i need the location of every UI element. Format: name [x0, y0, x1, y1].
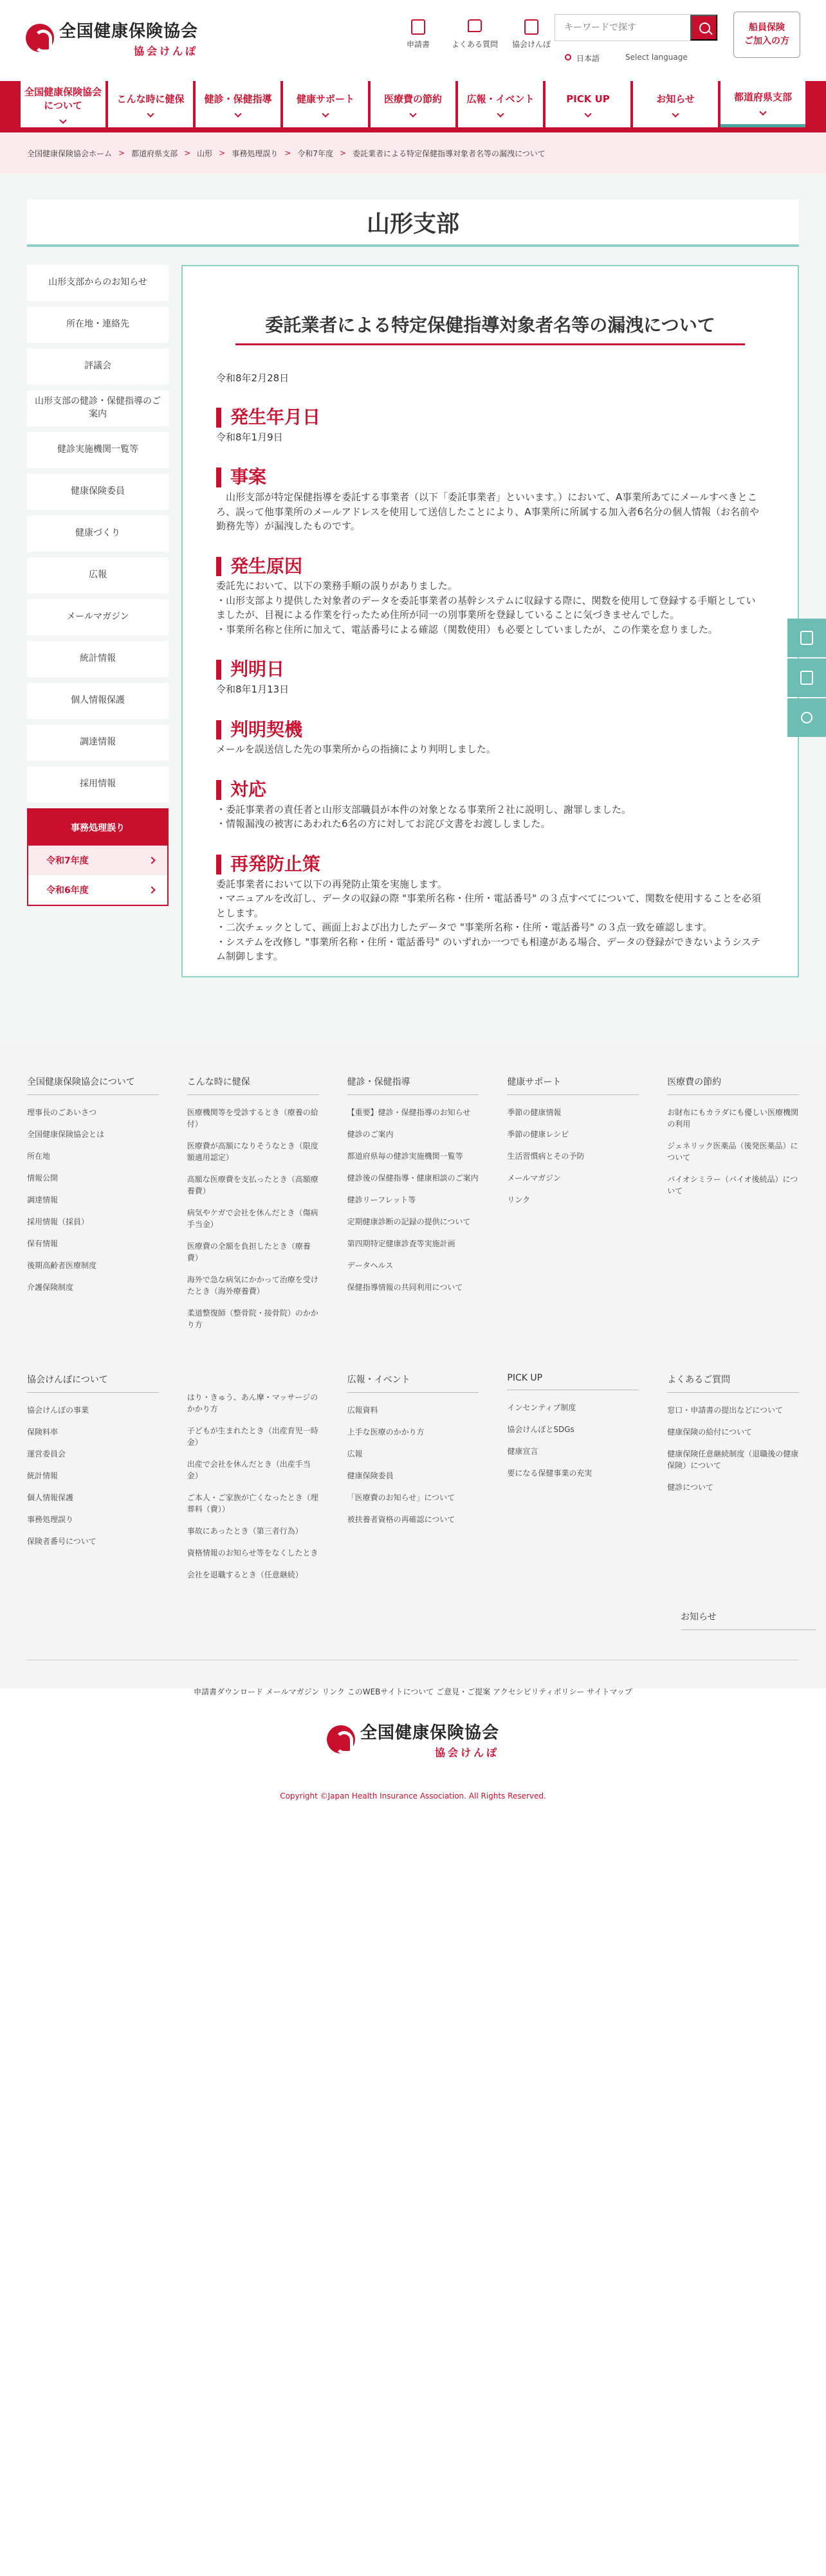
footer-link[interactable]: お財布にもカラダにも優しい医療機関の利用	[667, 1108, 799, 1129]
section-heading: 発生年月日	[216, 408, 764, 428]
footer-column	[187, 1075, 319, 1341]
footer-link[interactable]: 資格情報のお知らせ等をなくしたとき	[187, 1548, 318, 1557]
section-text: ・システムを改修し "事業所名称・住所・電話番号" のいずれか一つでも相違がある場合、データの登録ができないようシステム制御します。	[216, 936, 761, 963]
footer-link[interactable]: 事務処理誤り	[27, 1515, 74, 1524]
nav-situations[interactable]: こんな時に健保	[108, 81, 193, 127]
sidebar-item-committee[interactable]: 健康保険委員	[27, 474, 169, 510]
footer-link[interactable]: 医療費の全額を負担したとき（療養費）	[187, 1242, 311, 1262]
footer-link[interactable]: 協会けんぽの事業	[27, 1406, 89, 1415]
chevron-down-icon	[672, 110, 679, 117]
section-heading: 対応	[216, 780, 764, 800]
sidebar-item-recruit[interactable]: 採用情報	[27, 766, 169, 803]
footer-heading[interactable]: 健康サポート	[507, 1075, 639, 1095]
site-logo[interactable]	[26, 18, 198, 58]
chevron-down-icon	[59, 116, 66, 123]
breadcrumb-home[interactable]: 全国健康保険協会ホーム	[27, 149, 113, 158]
sidebar-item-stats[interactable]: 統計情報	[27, 641, 169, 677]
footer-heading[interactable]: よくあるご質問	[667, 1373, 799, 1393]
article-title: 委託業者による特定保健指導対象者名等の漏洩について	[235, 311, 745, 345]
footer-heading[interactable]: お知らせ	[681, 1610, 816, 1630]
chevron-down-icon	[584, 110, 591, 117]
footer-link[interactable]: 都道府県毎の健診実施機関一覧等	[347, 1152, 463, 1161]
chevron-down-icon	[409, 110, 416, 117]
footer-link[interactable]: 定期健康診断の記録の提供について	[347, 1217, 471, 1226]
footer-heading[interactable]: 医療費の節約	[667, 1075, 799, 1095]
sidebar-item-privacy[interactable]: 個人情報保護	[27, 683, 169, 719]
footer-link[interactable]: 保有情報	[27, 1239, 59, 1248]
section-text: 令和8年1月13日	[216, 684, 289, 696]
footer-link[interactable]: メールマガジン	[265, 1687, 320, 1696]
sidebar-subitem-r7[interactable]: 令和7年度	[28, 846, 167, 875]
footer-link[interactable]: 運営委員会	[27, 1449, 66, 1458]
breadcrumb-errors[interactable]: 事務処理誤り	[232, 149, 279, 158]
footer-link[interactable]: ジェネリック医薬品（後発医薬品）について	[667, 1141, 798, 1162]
footer-link[interactable]: バイオシミラー（バイオ後続品）について	[667, 1175, 798, 1195]
chevron-down-icon	[322, 110, 329, 117]
footer-column	[347, 1373, 479, 1591]
chevron-down-icon	[497, 110, 504, 117]
footer-link[interactable]: 統計情報	[27, 1471, 59, 1480]
footer-link[interactable]: 医療機関等を受診するとき（療養の給付）	[187, 1108, 318, 1129]
main-area	[0, 247, 826, 1042]
footer-link[interactable]: インセンティブ制度	[507, 1403, 576, 1412]
footer-link[interactable]: ご意見・ご提案	[436, 1687, 491, 1696]
footer-link[interactable]: 所在地	[27, 1152, 51, 1161]
section-text: ・事業所名称と住所に加えて、電話番号による確認（関数使用）も必要としていましたが、この作業を怠りました。	[216, 623, 718, 635]
footer-link[interactable]: 高額な医療費を支払ったとき（高額療養費）	[187, 1175, 318, 1195]
section-text: 山形支部が特定保健指導を委託する事業者（以下「委託事業者」といいます。）において、A事業所あてにメールすべきところ、誤って他事業所のメールアドレスを使用して送信したことにより、A事業所に所属する加入者6名分の個人情報（お名前や勤務先等）が漏洩したものです。	[216, 491, 760, 532]
footer-heading[interactable]: PICK UP	[507, 1373, 639, 1390]
sidebar-item-checkups[interactable]: 山形支部の健診・保健指導のご案内	[27, 390, 169, 426]
footer-link[interactable]: 事故にあったとき（第三者行為）	[187, 1527, 303, 1536]
footer-column	[667, 1373, 799, 1591]
sidebar-item-news[interactable]: 山形支部からのお知らせ	[27, 265, 169, 301]
footer-link[interactable]: 健康保険の給付について	[667, 1428, 752, 1437]
chevron-down-icon	[759, 108, 766, 115]
logo-sub: 協会けんぽ	[134, 45, 199, 57]
nav-pr-events[interactable]: 広報・イベント	[458, 81, 543, 127]
section-text: ・二次チェックとして、画面上および出力したデータで "事業所名称・住所・電話番号" の３点一致を確認します。	[216, 921, 713, 934]
footer-link[interactable]: 被扶養者資格の再確認について	[347, 1515, 455, 1524]
footer-heading[interactable]: 広報・イベント	[347, 1373, 479, 1393]
footer-link[interactable]: 生活習慣病とその予防	[507, 1152, 585, 1161]
language-current[interactable]: 日本語	[576, 54, 600, 63]
branch-band	[0, 174, 826, 247]
section-text: ・マニュアルを改訂し、データの収録の際 "事業所名称・住所・電話番号" の３点すべてについて、関数を使用することを必須とします。	[216, 893, 761, 919]
footer-link[interactable]: 「医療費のお知らせ」について	[347, 1493, 455, 1502]
footer-link[interactable]: 【重要】健診・保健指導のお知らせ	[347, 1108, 471, 1117]
language-select[interactable]: Select language	[625, 53, 688, 62]
footer-link[interactable]: 情報公開	[27, 1174, 59, 1183]
sidebar-item-council[interactable]: 評議会	[27, 349, 169, 385]
footer-link[interactable]: 病気やケガで会社を休んだとき（傷病手当金）	[187, 1208, 318, 1229]
nav-branches[interactable]: 都道府県支部	[720, 81, 805, 127]
section-heading: 判明契機	[216, 720, 764, 740]
section-text: メールを誤送信した先の事業所からの指摘により判明しました。	[216, 743, 496, 756]
footer-link[interactable]: 上手な医療のかかり方	[347, 1428, 425, 1437]
footer-link[interactable]: 介護保険制度	[27, 1283, 74, 1292]
footer-link[interactable]: はり・きゅう、あん摩・マッサージのかかり方	[187, 1393, 318, 1413]
footer-link[interactable]: 柔道整復師（整骨院・接骨院）のかかり方	[187, 1309, 318, 1329]
sidebar-item-mail[interactable]: メールマガジン	[27, 599, 169, 635]
footer-link[interactable]: 季節の健康レシピ	[507, 1130, 569, 1139]
footer-link[interactable]: サイトマップ	[587, 1687, 632, 1696]
header-icon-links	[390, 19, 560, 50]
footer-link[interactable]: 理事長のごあいさつ	[27, 1108, 97, 1117]
footer-link[interactable]: 窓口・申請書の提出などについて	[667, 1406, 783, 1415]
footer-heading[interactable]: こんな時に健保	[187, 1075, 319, 1095]
sidebar-errors-group	[27, 808, 169, 906]
nav-health-support[interactable]: 健康サポート	[283, 81, 368, 127]
footer-link[interactable]: 健康宣言	[507, 1447, 538, 1456]
footer-heading[interactable]: 健診・保健指導	[347, 1075, 479, 1095]
sidebar	[27, 265, 169, 1003]
footer-link[interactable]: 健康保険委員	[347, 1471, 394, 1480]
forms-link[interactable]: 申請書	[390, 19, 446, 50]
footer-heading[interactable]: 協会けんぽについて	[27, 1373, 159, 1393]
section-text: ・情報漏洩の被害にあわれた6名の方に対してお詫び文書をお渡ししました。	[216, 818, 551, 830]
search-form	[555, 14, 718, 41]
document-icon	[411, 19, 425, 35]
nav-medical-savings[interactable]: 医療費の節約	[371, 81, 455, 127]
radio-icon	[565, 54, 571, 60]
section-text: ・山形支部より提供した対象者のデータを委託事業者の基幹システムに収録する際に、関数を使用して登録する手順としていましたが、目視による作業を行ったため住所が同一の別事業所を登録していることに気づきませんでした。	[216, 594, 756, 621]
footer-column	[347, 1075, 479, 1341]
document-icon	[800, 631, 813, 645]
footer-link[interactable]: 採用情報（採員）	[27, 1217, 89, 1226]
footer-column	[507, 1075, 639, 1341]
blank-area	[0, 1837, 826, 2576]
section-text: 委託先において、以下の業務手順の誤りがありました。	[216, 580, 457, 592]
footer-link[interactable]: 第四期特定健康診査等実施計画	[347, 1239, 455, 1248]
breadcrumb: 全国健康保険協会ホーム > 都道府県支部 > 山形 > 事務処理誤り > 令和7年度 > 委託業者による特定保健指導対象者名等の漏洩について	[0, 132, 826, 174]
footer-link[interactable]: 後期高齢者医療制度	[27, 1261, 97, 1270]
breadcrumb-branches[interactable]: 都道府県支部	[131, 149, 178, 158]
footer-link[interactable]: 季節の健康情報	[507, 1108, 562, 1117]
footer-link[interactable]: 健診について	[667, 1483, 713, 1492]
footer-link[interactable]: 申請書ダウンロード	[194, 1687, 264, 1696]
floating-shortcuts	[787, 619, 826, 738]
float-forms-button[interactable]	[787, 619, 826, 657]
footer-link[interactable]: 子どもが生まれたとき（出産育児一時金）	[187, 1426, 318, 1447]
footer-link[interactable]: 保険者番号について	[27, 1537, 96, 1546]
section-text: ・委託事業者の責任者と山形支部職員が本件の対象となる事業所２社に説明し、謝罪しました。	[216, 803, 632, 815]
sidebar-item-institutions[interactable]: 健診実施機関一覧等	[27, 432, 169, 468]
faq-link[interactable]: よくある質問	[446, 19, 503, 50]
sidebar-subitem-r6[interactable]: 令和6年度	[28, 875, 167, 905]
sidebar-item-errors[interactable]: 事務処理誤り	[28, 810, 167, 846]
sidebar-item-health[interactable]: 健康づくり	[27, 516, 169, 552]
breadcrumb-yamagata[interactable]: 山形	[197, 149, 213, 158]
search-input[interactable]	[555, 15, 690, 41]
sidebar-item-pr[interactable]: 広報	[27, 558, 169, 594]
nav-news[interactable]: お知らせ	[633, 81, 718, 127]
site-header	[0, 0, 826, 81]
article-date: 令和8年2月28日	[216, 372, 289, 384]
footer-link[interactable]: 健診リーフレット等	[347, 1195, 416, 1204]
section-text: 令和8年1月9日	[216, 431, 283, 443]
language-row	[565, 53, 688, 64]
chat-icon	[800, 671, 813, 685]
footer-link[interactable]: 健診のご案内	[347, 1130, 394, 1139]
footer-link[interactable]: 会社を退職するとき（任意継続）	[187, 1570, 303, 1579]
footer-link[interactable]: データヘルス	[347, 1261, 394, 1270]
footer-link[interactable]: 出産で会社を休んだとき（出産手当金）	[187, 1460, 311, 1480]
footer-logo[interactable]: 全国健康保険協会 協会けんぽ	[327, 1719, 499, 1759]
footer-link[interactable]: メールマガジン	[507, 1174, 561, 1183]
footer-column	[187, 1373, 319, 1591]
footer-link[interactable]: ご本人・ご家族が亡くなったとき（埋葬料（費））	[187, 1493, 318, 1514]
chevron-down-icon	[147, 110, 154, 117]
footer-link[interactable]: 個人情報保護	[27, 1493, 74, 1502]
section-heading: 発生原因	[216, 557, 764, 577]
breadcrumb-current: 委託業者による特定保健指導対象者名等の漏洩について	[353, 149, 546, 158]
footer-link[interactable]: 協会けんぽとSDGs	[507, 1425, 574, 1434]
footer-link[interactable]: 医療費が高額になりそうなとき（限度額適用認定）	[187, 1141, 318, 1162]
nav-checkups[interactable]: 健診・保健指導	[196, 81, 280, 127]
footer-heading[interactable]: 全国健康保険協会について	[27, 1075, 159, 1095]
sidebar-item-address[interactable]: 所在地・連絡先	[27, 307, 169, 343]
search-icon	[801, 712, 812, 723]
footer-link[interactable]: 要になる保健事業の充実	[507, 1469, 592, 1478]
footer-link[interactable]: リンク	[322, 1687, 345, 1696]
building-icon	[524, 19, 538, 35]
footer-link[interactable]: 健康保険任意継続制度（退職後の健康保険）について	[667, 1449, 799, 1470]
global-nav	[0, 81, 826, 132]
footer-link[interactable]: このWEBサイトについて	[347, 1687, 434, 1696]
footer-link[interactable]: 広報	[347, 1449, 363, 1458]
nav-about[interactable]: 全国健康保険協会について	[21, 81, 106, 127]
chevron-right-icon	[148, 886, 155, 893]
search-button[interactable]	[690, 15, 717, 41]
breadcrumb-r7[interactable]: 令和7年度	[297, 149, 333, 158]
footer-link[interactable]: 保健指導情報の共同利用について	[347, 1283, 463, 1292]
seamen-insurance-button[interactable]: 船員保険 ご加入の方	[733, 12, 800, 58]
footer-column	[507, 1373, 639, 1591]
bottom-branding	[0, 1689, 826, 1837]
footer-column	[667, 1075, 799, 1341]
footer	[0, 1042, 826, 1696]
chevron-right-icon	[148, 857, 155, 864]
footer-link[interactable]: 健診後の保健指導・健康相談のご案内	[347, 1174, 479, 1183]
section-heading: 判明日	[216, 660, 764, 680]
footer-link[interactable]: 広報資料	[347, 1406, 378, 1415]
float-faq-button[interactable]	[787, 658, 826, 697]
section-heading: 再発防止策	[216, 855, 764, 875]
section-heading: 事案	[216, 467, 764, 487]
nav-pickup[interactable]: PICK UP	[546, 81, 630, 127]
article	[181, 265, 799, 977]
footer-link[interactable]: 調達情報	[27, 1195, 59, 1204]
footer-link[interactable]: アクセシビリティポリシー	[493, 1687, 585, 1696]
chevron-down-icon	[234, 110, 241, 117]
copyright: Copyright ©Japan Health Insurance Association. All Rights Reserved.	[280, 1791, 546, 1800]
sidebar-item-procurement[interactable]: 調達情報	[27, 725, 169, 761]
logo-main: 全国健康保険協会	[59, 22, 199, 41]
float-search-button[interactable]	[787, 698, 826, 737]
footer-column	[27, 1075, 159, 1341]
section-text: 委託事業者において以下の再発防止策を実施します。	[216, 878, 447, 890]
chat-icon	[468, 19, 482, 32]
footer-link[interactable]: 全国健康保険協会とは	[27, 1130, 105, 1139]
footer-link[interactable]: リンク	[507, 1195, 531, 1204]
logo-icon	[327, 1725, 355, 1754]
about-link[interactable]: 協会けんぽ	[503, 19, 560, 50]
page-title: 山形支部	[27, 199, 799, 247]
footer-column	[27, 1373, 159, 1591]
footer-link[interactable]: 海外で急な病気にかかって治療を受けたとき（海外療養費）	[187, 1275, 318, 1296]
logo-icon	[26, 24, 54, 52]
footer-link[interactable]: 保険料率	[27, 1428, 59, 1437]
